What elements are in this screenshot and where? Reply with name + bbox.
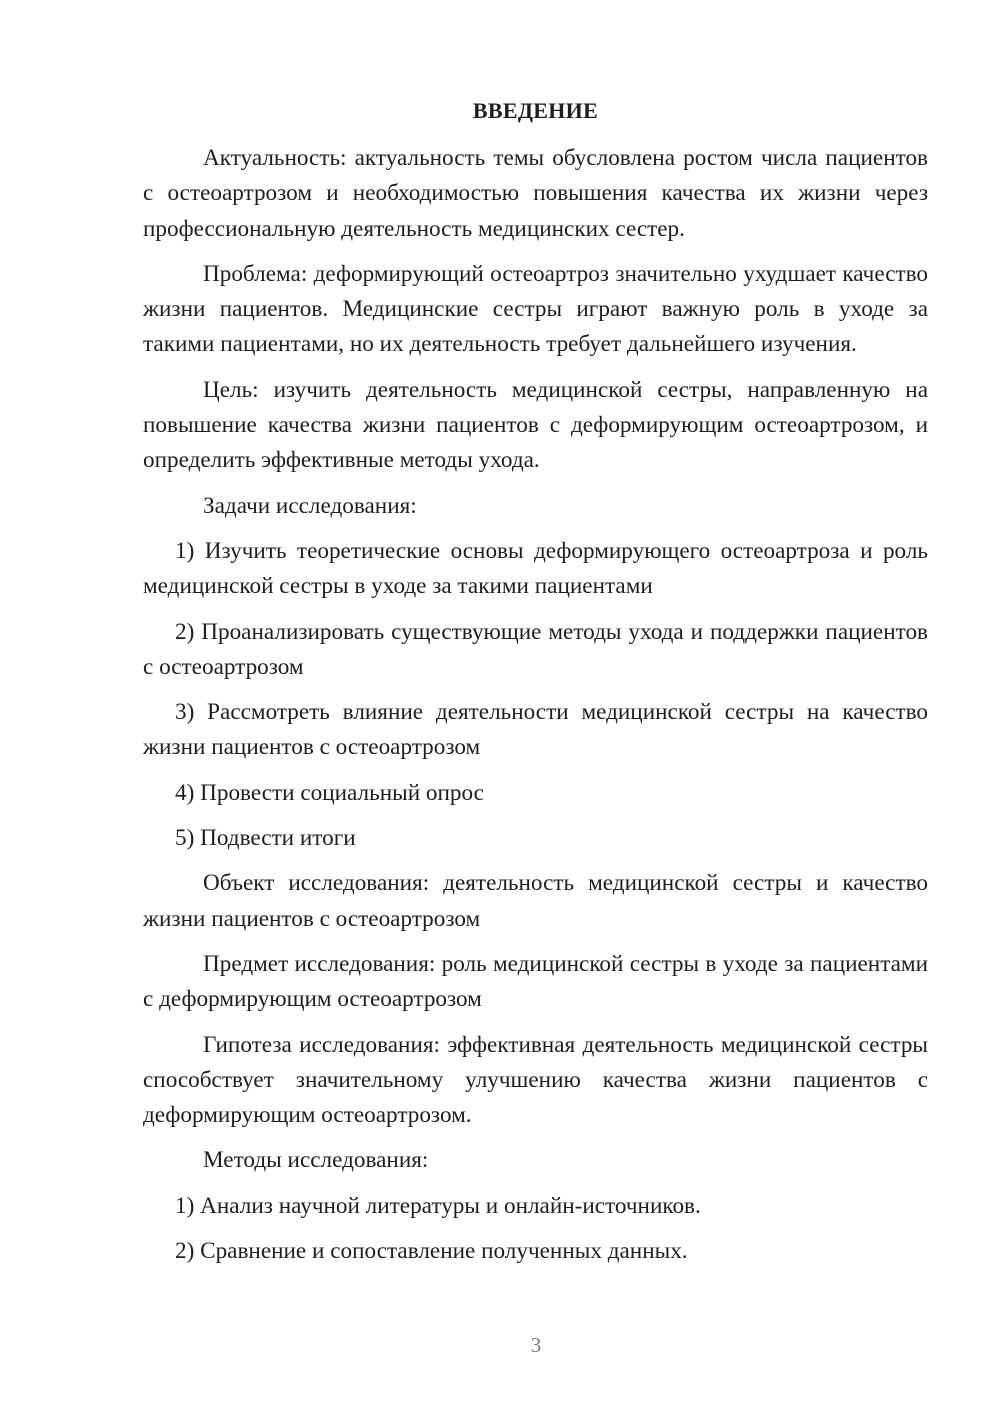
problem-paragraph: Проблема: деформирующий остеоартроз значительно ухудшает качество жизни пациентов. Медицинские сестры играют важную роль в уходе за такими пациентами, но их деятельность требует дальнейшего изучения.	[143, 260, 928, 358]
method-item: 1) Анализ научной литературы и онлайн-источников.	[175, 1192, 701, 1219]
task-item: 3) Рассмотреть влияние деятельности медицинской сестры на качество жизни пациентов с остеоартрозом	[143, 699, 928, 761]
methods-heading: Методы исследования:	[203, 1147, 429, 1174]
goal-paragraph: Цель: изучить деятельность медицинской сестры, направленную на повышение качества жизни пациентов с деформирующим остеоартрозом, и определить эффективные методы ухода.	[143, 376, 928, 474]
task-item: 2) Проанализировать существующие методы ухода и поддержки пациентов с остеоартрозом	[143, 618, 928, 680]
tasks-heading: Задачи исследования:	[203, 492, 417, 519]
method-item: 2) Сравнение и сопоставление полученных данных.	[175, 1238, 688, 1265]
document-body	[143, 141, 928, 1279]
task-item: 5) Подвести итоги	[175, 825, 356, 852]
hypothesis-paragraph: Гипотеза исследования: эффективная деятельность медицинской сестры способствует значительному улучшению качества жизни пациентов с деформирующим остеоартрозом.	[143, 1031, 928, 1129]
task-item: 1) Изучить теоретические основы деформирующего остеоартроза и роль медицинской сестры в уходе за такими пациентами	[143, 537, 928, 600]
subject-paragraph: Предмет исследования: роль медицинской сестры в уходе за пациентами с деформирующим остеоартрозом	[143, 950, 928, 1013]
relevance-paragraph: Актуальность: актуальность темы обусловлена ростом числа пациентов с остеоартрозом и необходимостью повышения качества их жизни через профессиональную деятельность медицинских сестер.	[143, 145, 928, 242]
task-item: 4) Провести социальный опрос	[175, 779, 484, 806]
object-paragraph: Объект исследования: деятельность медицинской сестры и качество жизни пациентов с остеоартрозом	[143, 870, 928, 932]
page-number: 3	[530, 1333, 542, 1357]
page-title: ВВЕДЕНИЕ	[472, 98, 599, 123]
